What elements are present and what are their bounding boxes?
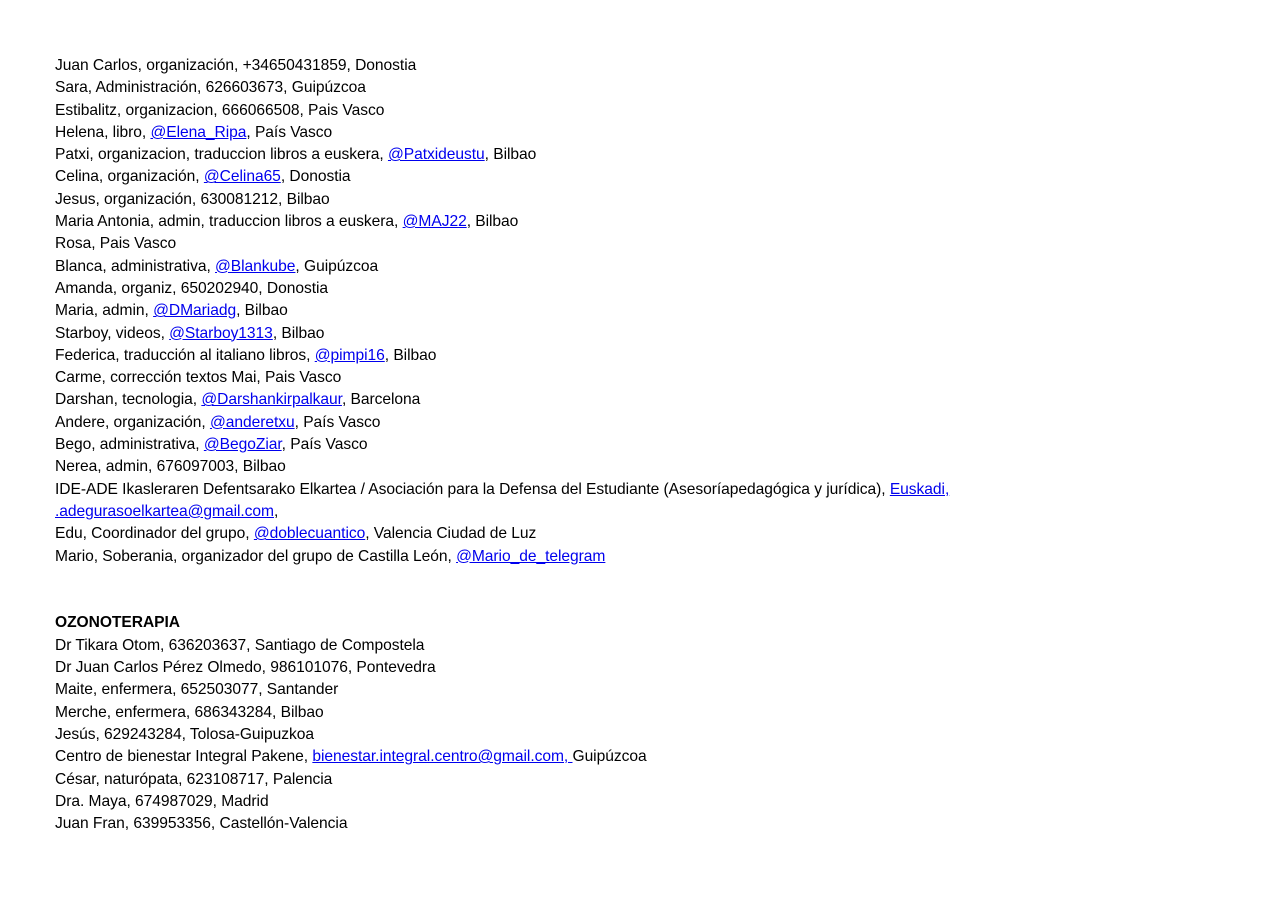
line-text: Juan Carlos, organización, +34650431859, Donostia — [55, 57, 417, 74]
document-line — [55, 256, 1235, 278]
line-text: , País Vasco — [246, 123, 333, 141]
contact-link[interactable]: @DMariadg — [153, 302, 237, 320]
document-line — [55, 724, 1235, 746]
document-line — [55, 278, 1235, 300]
line-text: Merche, enfermera, 686343284, Bilbao — [55, 703, 324, 721]
line-text: Carme, corrección textos Mai, Pais Vasco — [55, 369, 342, 387]
document-line — [55, 434, 1235, 456]
line-text: , — [274, 502, 279, 520]
contacts-list — [55, 55, 1235, 568]
contact-link[interactable]: .adegurasoelkartea@gmail.com — [55, 502, 274, 520]
line-text: Darshan, tecnologia, — [55, 391, 202, 409]
document-line — [55, 367, 1235, 389]
section-spacer — [55, 568, 1235, 613]
contact-link[interactable]: bienestar.integral.centro@gmail.com, — [312, 748, 573, 766]
line-text: Rosa, Pais Vasco — [55, 235, 177, 253]
line-text: Blanca, administrativa, — [55, 257, 216, 275]
line-text: Starboy, videos, — [55, 324, 170, 342]
line-text: Estibalitz, organizacion, 666066508, Pais Vasco — [55, 101, 385, 119]
document-line — [55, 100, 1235, 122]
line-text: , Barcelona — [341, 391, 421, 409]
document-line — [55, 144, 1235, 166]
contact-link[interactable]: @BegoZiar — [203, 436, 282, 454]
document-line — [55, 300, 1235, 322]
document-line — [55, 679, 1235, 701]
line-text: Andere, organización, — [55, 413, 210, 431]
line-text: Celina, organización, — [55, 168, 204, 186]
contact-link[interactable]: @Patxideustu — [387, 146, 485, 164]
contact-link[interactable]: @MAJ22 — [402, 213, 467, 231]
line-text: Sara, Administración, 626603673, Guipúzcoa — [55, 79, 366, 97]
document-line — [55, 635, 1235, 657]
section-heading-ozonoterapia: OZONOTERAPIA — [55, 614, 181, 632]
document-line — [55, 746, 1235, 768]
line-text: Maite, enfermera, 652503077, Santander — [55, 681, 339, 699]
line-text: , Bilbao — [466, 213, 519, 231]
document-line — [55, 769, 1235, 791]
line-text: Dra. Maya, 674987029, Madrid — [55, 792, 269, 810]
document-line — [55, 702, 1235, 724]
line-text: Maria, admin, — [55, 302, 154, 320]
line-text: , Valencia Ciudad de Luz — [365, 525, 537, 543]
line-text: Jesus, organización, 630081212, Bilbao — [55, 190, 330, 208]
document-line — [55, 813, 1235, 835]
line-text: , Bilbao — [236, 302, 288, 320]
document-line — [55, 323, 1235, 345]
contact-link[interactable]: @doblecuantico — [253, 525, 366, 543]
document-line — [55, 189, 1235, 211]
document-line — [55, 412, 1235, 434]
document-line — [55, 479, 1235, 501]
line-text: Jesús, 629243284, Tolosa-Guipuzkoa — [55, 725, 314, 743]
line-text: , País Vasco — [281, 436, 368, 454]
line-text: Helena, libro, — [55, 123, 151, 141]
document-line — [55, 233, 1235, 255]
document-line — [55, 166, 1235, 188]
line-text: Juan Fran, 639953356, Castellón-Valencia — [55, 815, 348, 833]
contact-link[interactable]: @pimpi16 — [314, 346, 385, 364]
document-line — [55, 345, 1235, 367]
line-text: Bego, administrativa, — [55, 436, 204, 454]
line-text: Centro de bienestar Integral Pakene, — [55, 748, 313, 766]
document-line — [55, 211, 1235, 233]
line-text: Mario, Soberania, organizador del grupo de Castilla León, — [55, 547, 457, 565]
line-text: Amanda, organiz, 650202940, Donostia — [55, 279, 329, 297]
contact-link[interactable]: @Starboy1313 — [169, 324, 273, 342]
contact-link[interactable]: Euskadi, — [889, 480, 950, 498]
document-line — [55, 523, 1235, 545]
line-text: César, naturópata, 623108717, Palencia — [55, 770, 333, 788]
document-line — [55, 122, 1235, 144]
document-page — [55, 55, 1235, 835]
document-line — [55, 791, 1235, 813]
line-text: Dr Juan Carlos Pérez Olmedo, 986101076, Pontevedra — [55, 659, 436, 677]
line-text: , Guipúzcoa — [295, 257, 379, 275]
line-text: Patxi, organizacion, traduccion libros a euskera, — [55, 146, 388, 164]
document-line — [55, 389, 1235, 411]
document-line — [55, 501, 1235, 523]
contact-link[interactable]: @Elena_Ripa — [150, 123, 247, 141]
line-text: IDE-ADE Ikasleraren Defentsarako Elkartea / Asociación para la Defensa del Estudiante (Asesoríapedagógica y jurídica), — [55, 480, 890, 498]
ozonoterapia-list — [55, 635, 1235, 836]
line-text: , Bilbao — [484, 146, 537, 164]
document-line — [55, 77, 1235, 99]
line-text: , Bilbao — [384, 346, 437, 364]
document-line — [55, 456, 1235, 478]
line-text: Nerea, admin, 676097003, Bilbao — [55, 458, 286, 476]
line-text: , Bilbao — [272, 324, 325, 342]
line-text: , Donostia — [280, 168, 351, 186]
line-text: , País Vasco — [294, 413, 381, 431]
line-text: Guipúzcoa — [572, 748, 647, 766]
document-line — [55, 657, 1235, 679]
contact-link[interactable]: @Celina65 — [203, 168, 281, 186]
line-text: Dr Tikara Otom, 636203637, Santiago de Compostela — [55, 636, 425, 654]
contact-link[interactable]: @Blankube — [215, 257, 296, 275]
contact-link[interactable]: @Darshankirpalkaur — [201, 391, 342, 409]
line-text: Federica, traducción al italiano libros, — [55, 346, 315, 364]
contact-link[interactable]: @Mario_de_telegram — [456, 547, 606, 565]
line-text: Maria Antonia, admin, traduccion libros a euskera, — [55, 213, 403, 231]
line-text: Edu, Coordinador del grupo, — [55, 525, 254, 543]
document-line — [55, 546, 1235, 568]
document-line — [55, 55, 1235, 77]
contact-link[interactable]: @anderetxu — [209, 413, 295, 431]
